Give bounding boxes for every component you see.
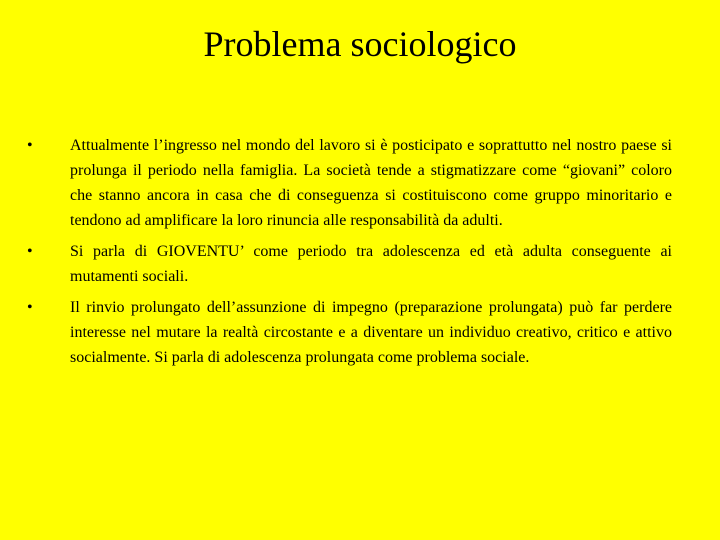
slide-title: Problema sociologico (203, 24, 517, 64)
bullet-icon: • (27, 243, 33, 260)
bullet-item (0, 133, 672, 233)
bullet-icon: • (27, 137, 33, 154)
bullet-text: Si parla di GIOVENTU’ come periodo tra adolescenza ed età adulta conseguente ai mutamenti sociali. (70, 243, 672, 285)
bullet-item (0, 295, 672, 370)
bullet-item (0, 239, 672, 289)
bullet-text: Il rinvio prolungato dell’assunzione di impegno (preparazione prolungata) può far perdere interesse nel mutare la realtà circostante e a diventare un individuo creativo, critico e attivo socialmente. Si parla di adolescenza prolungata come problema sociale. (70, 299, 672, 366)
bullet-text: Attualmente l’ingresso nel mondo del lavoro si è posticipato e soprattutto nel nostro paese si prolunga il periodo nella famiglia. La società tende a stigmatizzare come “giovani” coloro che stanno ancora in casa che di conseguenza si costituiscono come gruppo minoritario e tendono ad amplificare la loro rinuncia alle responsabilità da adulti. (70, 137, 672, 229)
bullet-list (0, 133, 672, 376)
bullet-icon: • (27, 299, 33, 316)
